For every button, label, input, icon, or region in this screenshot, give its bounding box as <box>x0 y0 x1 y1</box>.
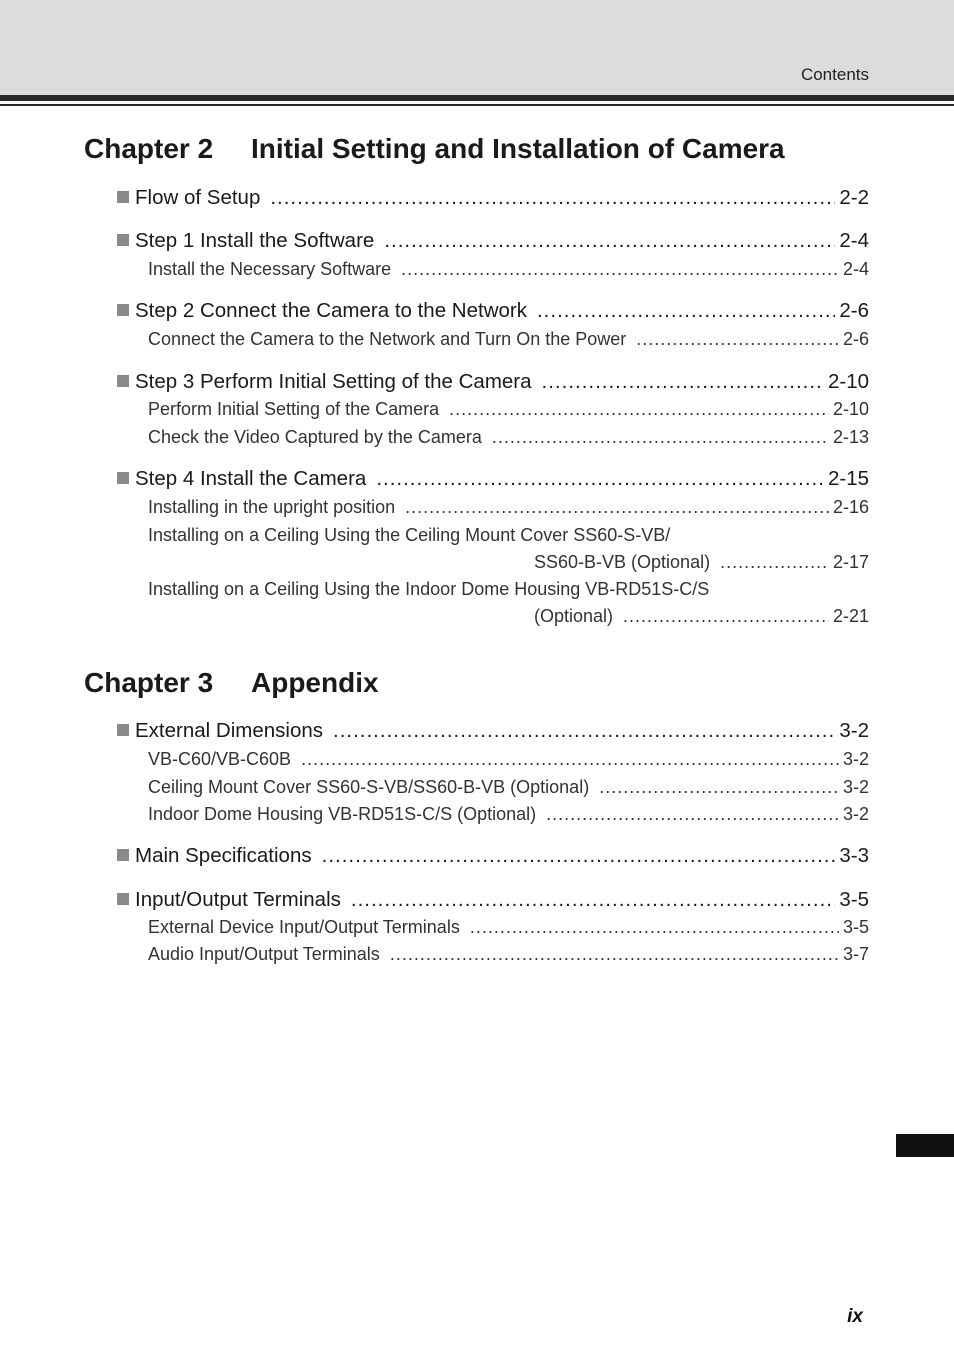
square-bullet-icon <box>117 191 129 203</box>
toc-entry-title: Step 1 Install the Software <box>135 229 375 252</box>
chapter-heading <box>84 667 379 699</box>
toc-subentry[interactable] <box>0 259 954 285</box>
toc-page-number: 2-4 <box>842 259 869 279</box>
chapter-title: Appendix <box>251 667 379 698</box>
leader-dots <box>405 497 829 518</box>
square-bullet-icon <box>117 849 129 861</box>
toc-entry-title: Input/Output Terminals <box>135 888 341 911</box>
leader-dots <box>542 370 824 394</box>
square-bullet-icon <box>117 234 129 246</box>
leader-dots <box>623 606 829 627</box>
leader-dots <box>401 259 839 280</box>
toc-page-number: 2-13 <box>832 427 869 447</box>
toc-page-number: 2-21 <box>832 606 869 626</box>
toc-page-number: 3-7 <box>842 944 869 964</box>
toc-subentry-title: Indoor Dome Housing VB-RD51S-C/S (Optional) <box>148 804 537 824</box>
toc-entry-title: Step 3 Perform Initial Setting of the Camera <box>135 370 532 393</box>
toc-page-number: 2-10 <box>832 399 869 419</box>
toc-page-number: 3-3 <box>839 844 869 867</box>
toc-subentry-title[interactable]: Installing on a Ceiling Using the Indoor Dome Housing VB-RD51S-C/S <box>148 579 710 599</box>
chapter-title: Initial Setting and Installation of Camera <box>251 133 785 164</box>
toc-entry-title: Flow of Setup <box>135 186 261 209</box>
leader-dots <box>546 804 839 825</box>
toc-page-number: 3-2 <box>839 719 869 742</box>
toc-subentry-title: Ceiling Mount Cover SS60-S-VB/SS60-B-VB (Optional) <box>148 777 590 797</box>
toc-page-number: 2-17 <box>832 552 869 572</box>
page-header <box>0 0 954 95</box>
toc-page-number: 3-5 <box>842 917 869 937</box>
toc-page-number: 2-4 <box>839 229 869 252</box>
leader-dots <box>333 719 835 743</box>
toc-entry[interactable] <box>0 888 954 914</box>
chapter-heading <box>84 133 785 165</box>
leader-dots <box>720 552 829 573</box>
leader-dots <box>270 186 835 210</box>
toc-page-number: 3-5 <box>839 888 869 911</box>
toc-subentry-title: Install the Necessary Software <box>148 259 392 279</box>
toc-subentry-title: Perform Initial Setting of the Camera <box>148 399 440 419</box>
leader-dots <box>390 944 839 965</box>
page-number: ix <box>847 1306 863 1327</box>
square-bullet-icon <box>117 375 129 387</box>
toc-entry-title: Main Specifications <box>135 844 312 867</box>
toc-subentry-title: SS60-B-VB (Optional) <box>534 552 711 572</box>
toc-entry[interactable] <box>0 370 954 396</box>
toc-subentry-title: VB-C60/VB-C60B <box>148 749 292 769</box>
toc-subentry[interactable] <box>0 427 954 453</box>
chapter-number: Chapter 3 <box>84 667 214 698</box>
toc-page-number: 2-15 <box>827 467 869 490</box>
toc-subentry[interactable] <box>0 777 954 803</box>
toc-subentry[interactable] <box>0 944 954 970</box>
section-tab-mark <box>896 1134 954 1157</box>
toc-page-number: 3-2 <box>842 804 869 824</box>
toc-subentry-title: External Device Input/Output Terminals <box>148 917 460 937</box>
header-label: Contents <box>800 65 869 84</box>
toc-subentry-title: (Optional) <box>534 606 614 626</box>
toc-subentry-title: Installing in the upright position <box>148 497 396 517</box>
toc-entry[interactable] <box>0 844 954 870</box>
square-bullet-icon <box>117 472 129 484</box>
leader-dots <box>470 917 839 938</box>
leader-dots <box>376 467 824 491</box>
toc-subentry-title[interactable]: Installing on a Ceiling Using the Ceiling Mount Cover SS60-S-VB/ <box>148 525 671 545</box>
leader-dots <box>322 844 836 868</box>
header-rule-thick <box>0 95 954 101</box>
leader-dots <box>351 888 835 912</box>
toc-entry[interactable] <box>0 299 954 325</box>
toc-page-number: 2-16 <box>832 497 869 517</box>
toc-subentry-continuation[interactable] <box>0 606 954 632</box>
toc-subentry[interactable] <box>0 804 954 830</box>
square-bullet-icon <box>117 724 129 736</box>
leader-dots <box>449 399 829 420</box>
toc-entry[interactable] <box>0 186 954 212</box>
header-rule-thin <box>0 104 954 106</box>
toc-subentry-title: Connect the Camera to the Network and Turn On the Power <box>148 329 627 349</box>
leader-dots <box>384 229 835 253</box>
square-bullet-icon <box>117 893 129 905</box>
toc-entry[interactable] <box>0 467 954 493</box>
chapter-number: Chapter 2 <box>84 133 214 164</box>
leader-dots <box>301 749 839 770</box>
toc-subentry[interactable] <box>0 749 954 775</box>
toc-subentry[interactable] <box>0 497 954 523</box>
toc-entry-title: External Dimensions <box>135 719 323 742</box>
toc-entry-title: Step 2 Connect the Camera to the Network <box>135 299 527 322</box>
leader-dots <box>599 777 839 798</box>
toc-page-number: 3-2 <box>842 777 869 797</box>
toc-page-number: 2-6 <box>842 329 869 349</box>
leader-dots <box>636 329 839 350</box>
toc-page-number: 2-10 <box>827 370 869 393</box>
toc-subentry[interactable] <box>0 399 954 425</box>
toc-subentry-continuation[interactable] <box>0 552 954 578</box>
toc-page-number: 2-2 <box>839 186 869 209</box>
toc-entry[interactable] <box>0 229 954 255</box>
toc-subentry-title: Audio Input/Output Terminals <box>148 944 380 964</box>
leader-dots <box>537 299 835 323</box>
leader-dots <box>492 427 829 448</box>
toc-entry[interactable] <box>0 719 954 745</box>
toc-subentry[interactable] <box>0 329 954 355</box>
toc-entry-title: Step 4 Install the Camera <box>135 467 367 490</box>
toc-page-number: 3-2 <box>842 749 869 769</box>
toc-subentry[interactable] <box>0 917 954 943</box>
toc-subentry-title: Check the Video Captured by the Camera <box>148 427 482 447</box>
square-bullet-icon <box>117 304 129 316</box>
toc-page-number: 2-6 <box>839 299 869 322</box>
